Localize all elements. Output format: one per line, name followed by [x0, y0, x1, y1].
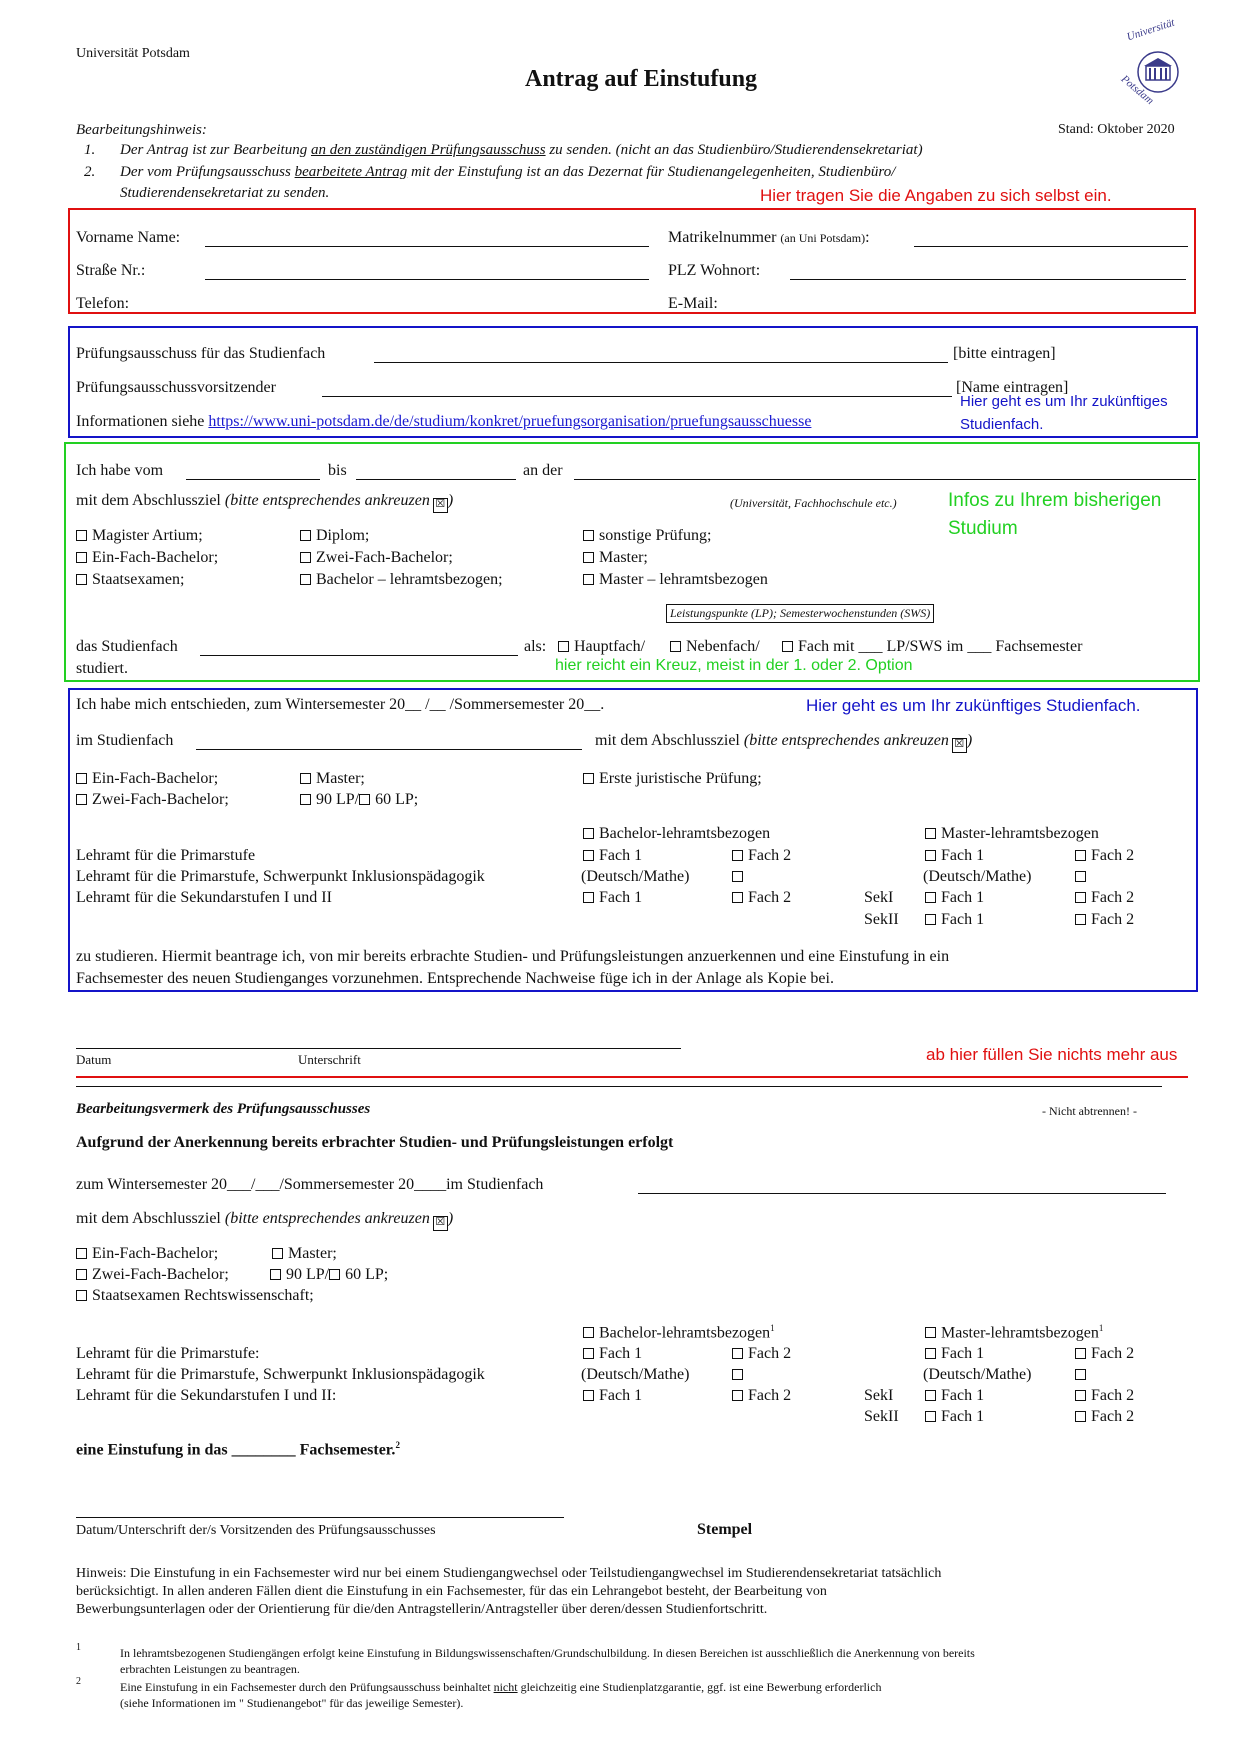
- prev-major[interactable]: Hauptfach/: [558, 638, 645, 656]
- cp-option-ein-fach[interactable]: Ein-Fach-Bachelor;: [76, 1245, 218, 1263]
- personal-data-box: [68, 208, 1196, 314]
- committee-chair-field[interactable]: [322, 396, 952, 397]
- future-option-master[interactable]: Master;: [300, 770, 365, 788]
- checkbox-icon[interactable]: [583, 1327, 594, 1338]
- future-sek2-label: SekII: [864, 911, 899, 928]
- future-m-primar-fach2[interactable]: Fach 2: [1075, 847, 1134, 865]
- name-field[interactable]: [205, 246, 649, 247]
- prev-to-label: bis: [328, 462, 347, 479]
- prev-option-staatsexamen[interactable]: Staatsexamen;: [76, 571, 184, 589]
- future-b-sek-fach2[interactable]: Fach 2: [732, 889, 791, 907]
- future-decided: Ich habe mich entschieden, zum Wintersemester 20__ /__ /Sommersemester 20__.: [76, 696, 605, 713]
- checkbox-icon[interactable]: [1075, 1348, 1086, 1359]
- cp-m-inkl-check[interactable]: [1075, 1366, 1091, 1384]
- future-b-primar-fach2[interactable]: Fach 2: [732, 847, 791, 865]
- university-name: Universität Potsdam: [76, 46, 190, 61]
- footer-hint-3: Bewerbungsunterlagen oder der Orientierung für die/den Antragstellerin/Antragsteller über deren/dessen Studienfortschritt.: [76, 1602, 768, 1617]
- cp-m-primar-fach1[interactable]: Fach 1: [925, 1345, 984, 1363]
- prev-option-zwei-fach[interactable]: Zwei-Fach-Bachelor;: [300, 549, 453, 567]
- checkbox-icon[interactable]: [925, 914, 936, 925]
- checkbox-icon[interactable]: [558, 641, 569, 652]
- prev-institution-field[interactable]: [574, 479, 1196, 480]
- checkbox-icon[interactable]: [583, 552, 594, 563]
- cp-m-deutsch-mathe: (Deutsch/Mathe): [923, 1366, 1032, 1383]
- prev-option-master[interactable]: Master;: [583, 549, 648, 567]
- cp-m-sek2-fach1[interactable]: Fach 1: [925, 1408, 984, 1426]
- footnote-2-a: Eine Einstufung in ein Fachsemester durch den Prüfungsausschuss beinhaltet nicht gleichzeitig eine Studienplatzgarantie, ggf. ist eine Bewerbung erforderlich: [120, 1680, 882, 1694]
- prev-subject-field[interactable]: [200, 655, 518, 656]
- future-bachelor-la[interactable]: Bachelor-lehramtsbezogen: [583, 825, 770, 843]
- no-detach-note: - Nicht abtrennen! -: [1042, 1104, 1137, 1118]
- phone-label: Telefon:: [76, 295, 130, 312]
- checkbox-icon[interactable]: [583, 574, 594, 585]
- future-subject-label: im Studienfach: [76, 732, 174, 749]
- cp-primar-label: Lehramt für die Primarstufe:: [76, 1345, 260, 1362]
- prev-studied: studiert.: [76, 660, 128, 677]
- future-m-sek1-fach2[interactable]: Fach 2: [1075, 889, 1134, 907]
- committee-part-semester: zum Wintersemester 20___/___/Sommersemester 20____im Studienfach: [76, 1176, 544, 1193]
- prev-from-label: Ich habe vom: [76, 462, 164, 479]
- checkbox-icon[interactable]: [76, 1269, 87, 1280]
- divider: [76, 1086, 1162, 1087]
- checkbox-icon[interactable]: [583, 828, 594, 839]
- checkbox-icon[interactable]: [732, 850, 743, 861]
- cp-option-master[interactable]: Master;: [272, 1245, 337, 1263]
- crossed-box-icon: ☒: [433, 1216, 448, 1231]
- checkbox-icon[interactable]: [76, 1290, 87, 1301]
- future-closing-1: zu studieren. Hiermit beantrage ich, von mir bereits erbrachte Studien- und Prüfungsleistungen anzuerkennen und eine Einstufung in ein: [76, 948, 950, 965]
- future-closing-2: Fachsemester des neuen Studienganges vorzunehmen. Entsprechende Nachweise füge ich in der Anlage als Kopie bei.: [76, 970, 834, 987]
- checkbox-icon[interactable]: [670, 641, 681, 652]
- future-primar-inkl-label: Lehramt für die Primarstufe, Schwerpunkt Inklusionspädagogik: [76, 868, 485, 885]
- future-option-lp[interactable]: 90 LP/ 60 LP;: [300, 791, 418, 809]
- hint-1-number: 1.: [84, 142, 96, 158]
- hint-2-continued: Studierendensekretariat zu senden.: [120, 185, 330, 201]
- hint-2-number: 2.: [84, 164, 96, 180]
- note-previous-a: Infos zu Ihrem bisherigen: [948, 490, 1162, 511]
- plz-label: PLZ Wohnort:: [668, 262, 761, 279]
- cp-master-la[interactable]: Master-lehramtsbezogen$^1$: [925, 1323, 1103, 1342]
- logo-text-side: Potsdam: [1118, 73, 1156, 107]
- committee-info: Informationen siehe https://www.uni-potsdam.de/de/studium/konkret/pruefungsorganisation/pruefungsausschuesse: [76, 413, 812, 430]
- committee-subject-field[interactable]: [374, 362, 948, 363]
- checkbox-icon[interactable]: [270, 1269, 281, 1280]
- prev-option-ein-fach[interactable]: Ein-Fach-Bachelor;: [76, 549, 218, 567]
- future-m-sek2-fach2[interactable]: Fach 2: [1075, 911, 1134, 929]
- checkbox-icon[interactable]: [732, 1369, 743, 1380]
- name-label: Vorname Name:: [76, 229, 181, 246]
- future-goal: mit dem Abschlussziel (bitte entsprechendes ankreuzen ☒ ): [595, 732, 972, 753]
- footnote-2-b: (siehe Informationen im " Studienangebot" für das jeweilige Semester).: [120, 1696, 464, 1710]
- future-b-inkl-check[interactable]: [732, 868, 748, 886]
- chair-signature-label: Datum/Unterschrift der/s Vorsitzenden des Prüfungsausschusses: [76, 1523, 436, 1538]
- checkbox-icon[interactable]: [732, 1390, 743, 1401]
- note-stop: ab hier füllen Sie nichts mehr aus: [926, 1045, 1178, 1064]
- note-personal: Hier tragen Sie die Angaben zu sich selbst ein.: [760, 186, 1112, 205]
- cp-b-sek-fach2[interactable]: Fach 2: [732, 1387, 791, 1405]
- checkbox-icon[interactable]: [925, 850, 936, 861]
- cp-primar-inkl-label: Lehramt für die Primarstufe, Schwerpunkt Inklusionspädagogik: [76, 1366, 485, 1383]
- prev-option-sonstige[interactable]: sonstige Prüfung;: [583, 527, 711, 545]
- footer-hint-2: berücksichtigt. In allen anderen Fällen dient die Einstufung in ein Fachsemester, für das ein Lehrangebot besteht, der Bearbeitung von: [76, 1584, 827, 1599]
- cp-m-sek1-fach1[interactable]: Fach 1: [925, 1387, 984, 1405]
- committee-part-goal: mit dem Abschlussziel (bitte entsprechendes ankreuzen ☒ ): [76, 1210, 453, 1231]
- prev-minor[interactable]: Nebenfach/: [670, 638, 760, 656]
- committee-chair-hint: [Name eintragen]: [956, 379, 1069, 396]
- cp-m-primar-fach2[interactable]: Fach 2: [1075, 1345, 1134, 1363]
- future-m-sek1-fach1[interactable]: Fach 1: [925, 889, 984, 907]
- committee-info-link[interactable]: https://www.uni-potsdam.de/de/studium/konkret/pruefungsorganisation/pruefungsausschuesse: [208, 413, 812, 430]
- lp-sws-legend: Leistungspunkte (LP); Semesterwochenstunden (SWS): [666, 604, 934, 623]
- prev-at-label: an der: [523, 462, 563, 479]
- checkbox-icon[interactable]: [76, 773, 87, 784]
- stand-date: Stand: Oktober 2020: [1058, 122, 1175, 137]
- crossed-box-icon: ☒: [952, 738, 967, 753]
- hints-heading: Bearbeitungshinweis:: [76, 122, 207, 138]
- checkbox-icon[interactable]: [76, 794, 87, 805]
- footnote-1-a: In lehramtsbezogenen Studiengängen erfolgt keine Einstufung in Bildungswissenschaften/Grundschulbildung. In diesen Bereichen ist ausschließlich die Anerkennung von bereits: [120, 1646, 975, 1660]
- future-option-zwei-fach[interactable]: Zwei-Fach-Bachelor;: [76, 791, 229, 809]
- cp-b-primar-fach2[interactable]: Fach 2: [732, 1345, 791, 1363]
- chair-signature-line[interactable]: [76, 1517, 564, 1518]
- checkbox-icon[interactable]: [300, 773, 311, 784]
- prev-to-field[interactable]: [356, 479, 516, 480]
- cp-b-primar-fach1[interactable]: Fach 1: [583, 1345, 642, 1363]
- checkbox-icon[interactable]: [300, 794, 311, 805]
- checkbox-icon[interactable]: [76, 530, 87, 541]
- footnote-2-number: 2: [76, 1676, 81, 1687]
- checkbox-icon[interactable]: [1075, 892, 1086, 903]
- checkbox-icon[interactable]: [76, 1248, 87, 1259]
- checkbox-icon[interactable]: [300, 552, 311, 563]
- committee-chair-label: Prüfungsausschussvorsitzender: [76, 379, 276, 396]
- footnote-1-number: 1: [76, 1642, 81, 1653]
- cp-m-sek1-fach2[interactable]: Fach 2: [1075, 1387, 1134, 1405]
- logo-text-top: Universität: [1125, 16, 1177, 44]
- prev-subject-label: das Studienfach: [76, 638, 178, 655]
- future-m-primar-fach1[interactable]: Fach 1: [925, 847, 984, 865]
- checkbox-icon[interactable]: [925, 1390, 936, 1401]
- checkbox-icon[interactable]: [76, 574, 87, 585]
- cp-option-zwei-fach[interactable]: Zwei-Fach-Bachelor;: [76, 1266, 229, 1284]
- checkbox-icon[interactable]: [359, 794, 370, 805]
- cp-sek1-label: SekI: [864, 1387, 894, 1404]
- future-master-la[interactable]: Master-lehramtsbezogen: [925, 825, 1099, 843]
- checkbox-icon[interactable]: [583, 850, 594, 861]
- cp-sek2-label: SekII: [864, 1408, 899, 1425]
- checkbox-icon[interactable]: [1075, 914, 1086, 925]
- future-subject-field[interactable]: [196, 749, 582, 750]
- future-m-sek2-fach1[interactable]: Fach 1: [925, 911, 984, 929]
- future-b-deutsch-mathe: (Deutsch/Mathe): [581, 868, 690, 885]
- checkbox-icon[interactable]: [583, 1390, 594, 1401]
- future-b-primar-fach1[interactable]: Fach 1: [583, 847, 642, 865]
- cp-sek-label: Lehramt für die Sekundarstufen I und II:: [76, 1387, 337, 1404]
- matrikel-label: Matrikelnummer (an Uni Potsdam):: [668, 229, 870, 246]
- future-option-jur[interactable]: Erste juristische Prüfung;: [583, 770, 762, 788]
- note-future-1b: Studienfach.: [960, 416, 1044, 433]
- checkbox-icon[interactable]: [1075, 1369, 1086, 1380]
- committee-subject-label: Prüfungsausschuss für das Studienfach: [76, 345, 326, 362]
- prev-goal: mit dem Abschlussziel (bitte entsprechendes ankreuzen ☒ ): [76, 492, 453, 513]
- future-sek1-label: SekI: [864, 889, 894, 906]
- plz-field[interactable]: [790, 279, 1186, 280]
- checkbox-icon[interactable]: [925, 1411, 936, 1422]
- cp-b-inkl-check[interactable]: [732, 1366, 748, 1384]
- footer-hint-1: Hinweis: Die Einstufung in ein Fachsemester wird nur bei einem Studiengangwechsel oder Teilstudiengangwechsel im Studierendensekretariat tatsächlich: [76, 1566, 942, 1581]
- cp-einstufung: eine Einstufung in das ________ Fachsemester.$^2$: [76, 1440, 400, 1459]
- cp-option-lp[interactable]: 90 LP/ 60 LP;: [270, 1266, 388, 1284]
- hint-2: Der vom Prüfungsausschuss bearbeitete Antrag mit der Einstufung ist an das Dezernat für Studienangelegenheiten, Studienbüro/: [120, 164, 896, 180]
- note-cross: hier reicht ein Kreuz, meist in der 1. oder 2. Option: [555, 657, 913, 674]
- checkbox-icon[interactable]: [300, 574, 311, 585]
- committee-part-subject-field[interactable]: [638, 1193, 1166, 1194]
- future-m-inkl-check[interactable]: [1075, 868, 1091, 886]
- future-primar-label: Lehramt für die Primarstufe: [76, 847, 256, 864]
- checkbox-icon[interactable]: [1075, 850, 1086, 861]
- cp-bachelor-la[interactable]: Bachelor-lehramtsbezogen$^1$: [583, 1323, 775, 1342]
- committee-subject-hint: [bitte eintragen]: [953, 345, 1056, 362]
- checkbox-icon[interactable]: [272, 1248, 283, 1259]
- stop-divider: [76, 1076, 1188, 1078]
- future-sek-label: Lehramt für die Sekundarstufen I und II: [76, 889, 332, 906]
- checkbox-icon[interactable]: [1075, 1411, 1086, 1422]
- hint-1: Der Antrag ist zur Bearbeitung an den zuständigen Prüfungsausschuss zu senden. (nicht an das Studienbüro/Studierendensekretariat): [120, 142, 923, 158]
- prev-as-label: als:: [524, 638, 547, 655]
- cp-m-sek2-fach2[interactable]: Fach 2: [1075, 1408, 1134, 1426]
- prev-institution-hint: (Universität, Fachhochschule etc.): [730, 496, 897, 510]
- signature-line[interactable]: [76, 1048, 681, 1049]
- university-logo: [1110, 18, 1200, 108]
- checkbox-icon[interactable]: [583, 773, 594, 784]
- note-future-2: Hier geht es um Ihr zukünftiges Studienfach.: [806, 696, 1141, 715]
- checkbox-icon[interactable]: [925, 1327, 936, 1338]
- email-label: E-Mail:: [668, 295, 718, 312]
- matrikel-field[interactable]: [914, 246, 1188, 247]
- cp-option-staatsexamen[interactable]: Staatsexamen Rechtswissenschaft;: [76, 1287, 314, 1305]
- prev-option-diplom[interactable]: Diplom;: [300, 527, 369, 545]
- prev-option-master-la[interactable]: Master – lehramtsbezogen: [583, 571, 768, 589]
- footnote-1-b: erbrachten Leistungen zu beantragen.: [120, 1662, 300, 1676]
- stamp-label: Stempel: [697, 1521, 753, 1538]
- page-title: Antrag auf Einstufung: [525, 66, 758, 92]
- checkbox-icon[interactable]: [1075, 1390, 1086, 1401]
- checkbox-icon[interactable]: [925, 828, 936, 839]
- future-m-deutsch-mathe: (Deutsch/Mathe): [923, 868, 1032, 885]
- crossed-box-icon: ☒: [433, 498, 448, 513]
- checkbox-icon[interactable]: [583, 1348, 594, 1359]
- note-future-1a: Hier geht es um Ihr zukünftiges: [960, 393, 1168, 410]
- future-b-sek-fach1[interactable]: Fach 1: [583, 889, 642, 907]
- checkbox-icon[interactable]: [732, 1348, 743, 1359]
- checkbox-icon[interactable]: [782, 641, 793, 652]
- future-option-ein-fach[interactable]: Ein-Fach-Bachelor;: [76, 770, 218, 788]
- checkbox-icon[interactable]: [732, 892, 743, 903]
- cp-b-deutsch-mathe: (Deutsch/Mathe): [581, 1366, 690, 1383]
- committee-part-basis: Aufgrund der Anerkennung bereits erbrachter Studien- und Prüfungsleistungen erfolgt: [76, 1134, 674, 1151]
- checkbox-icon[interactable]: [329, 1269, 340, 1280]
- checkbox-icon[interactable]: [925, 892, 936, 903]
- checkbox-icon[interactable]: [925, 1348, 936, 1359]
- prev-option-bachelor-la[interactable]: Bachelor – lehramtsbezogen;: [300, 571, 503, 589]
- street-field[interactable]: [205, 279, 649, 280]
- prev-from-field[interactable]: [186, 479, 320, 480]
- checkbox-icon[interactable]: [1075, 871, 1086, 882]
- checkbox-icon[interactable]: [583, 892, 594, 903]
- checkbox-icon[interactable]: [732, 871, 743, 882]
- checkbox-icon[interactable]: [583, 530, 594, 541]
- prev-subject-with[interactable]: Fach mit ___ LP/SWS im ___ Fachsemester: [782, 638, 1082, 656]
- checkbox-icon[interactable]: [300, 530, 311, 541]
- cp-b-sek-fach1[interactable]: Fach 1: [583, 1387, 642, 1405]
- committee-part-heading: Bearbeitungsvermerk des Prüfungsausschusses: [76, 1101, 371, 1117]
- signature-sign-label: Unterschrift: [298, 1052, 361, 1067]
- signature-date-label: Datum: [76, 1052, 112, 1067]
- checkbox-icon[interactable]: [76, 552, 87, 563]
- street-label: Straße Nr.:: [76, 262, 146, 279]
- prev-option-magister[interactable]: Magister Artium;: [76, 527, 203, 545]
- note-previous-b: Studium: [948, 518, 1018, 539]
